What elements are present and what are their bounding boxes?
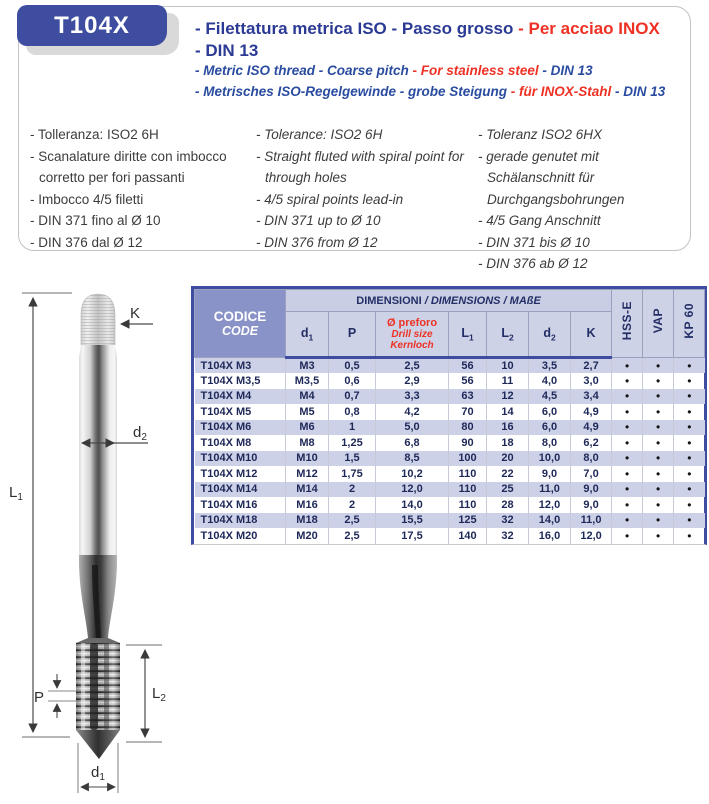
features-english [256,124,478,275]
row-value: 100 [449,451,487,467]
feature-item: - DIN 371 bis Ø 10 [478,234,590,250]
code-header-line2: CODE [221,324,259,338]
row-value: 10 [487,358,529,374]
row-code: T104X M8 [200,436,252,449]
table-row [195,404,705,420]
feature-item: - Straight fluted with spiral point for through holes [256,148,464,185]
row-value: 4,9 [571,404,612,420]
row-value: M18 [286,513,329,529]
feature-item: - 4/5 Gang Anschnitt [478,213,601,228]
title-de-red: - für INOX-Stahl [510,83,612,99]
row-value: M5 [286,404,329,420]
title-de-main: - Metrisches ISO-Regelgewinde - grobe Steigung [195,83,511,99]
grade-dot: • [612,513,643,529]
row-value: 12 [487,389,529,405]
tap-drawing-svg [0,285,190,799]
feature-item: - Tolerance: ISO2 6H [256,127,383,142]
row-value: 11,0 [571,513,612,529]
row-value: 0,7 [329,389,376,405]
column-header-vap: VAP [643,290,674,358]
row-value: 6,8 [376,435,449,451]
grade-dot: • [612,528,643,544]
row-value: 7,0 [571,466,612,482]
product-code-badge [17,5,167,46]
row-value: 32 [487,513,529,529]
column-header-p: P [329,312,376,358]
column-header-l1: $L_1$ [449,312,487,358]
row-value: M3 [286,358,329,374]
dimensions-table-wrap [191,286,707,545]
feature-item: - DIN 371 up to Ø 10 [256,213,381,228]
grade-dot: • [643,435,674,451]
dimensions-table [194,289,705,544]
row-value: 0,6 [329,373,376,389]
row-value: 8,5 [376,451,449,467]
row-value: 9,0 [571,497,612,513]
row-code: T104X M16 [200,498,258,511]
row-value: 1,25 [329,435,376,451]
row-value: 56 [449,358,487,374]
grade-dot: • [643,358,674,374]
feature-item: - DIN 376 dal Ø 12 [30,234,143,250]
row-value: 90 [449,435,487,451]
grade-dot: • [643,389,674,405]
feature-item: - Tolleranza: ISO2 6H [30,127,159,142]
row-value: 1,5 [329,451,376,467]
column-header-hss-e: HSS-E [612,290,643,358]
grade-dot: • [643,513,674,529]
grade-dot: • [674,513,705,529]
row-value: M3,5 [286,373,329,389]
row-value: 0,8 [329,404,376,420]
column-header-drill-size: Ø preforo Drill size Kernloch [376,312,449,358]
dim-label-d1: $d_1$ [91,764,105,783]
row-value: 63 [449,389,487,405]
row-value: M6 [286,420,329,436]
row-code: T104X M3,5 [200,374,261,387]
title-en-red: - For stainless steel [412,63,539,78]
code-header-line1: CODICE [213,309,267,324]
grade-dot: • [612,420,643,436]
grade-dot: • [643,373,674,389]
feature-item: - Imbocco 4/5 filetti [30,191,144,207]
row-value: M10 [286,451,329,467]
row-value: 25 [487,482,529,498]
row-code: T104X M20 [200,529,258,542]
grade-dot: • [674,497,705,513]
title-german [195,82,683,103]
grade-dot: • [674,358,705,374]
grade-dot: • [643,404,674,420]
dims-header-rest: / DIMENSIONS / MAßE [421,294,541,307]
table-row [195,420,705,436]
row-code: T104X M5 [200,405,252,418]
grade-dot: • [643,451,674,467]
title-english [195,61,683,82]
grade-dot: • [643,466,674,482]
tap-body [76,294,120,759]
dim-label-d2: $d_2$ [133,424,147,443]
row-value: M8 [286,435,329,451]
dimension-l1 [22,293,72,737]
grade-dot: • [643,482,674,498]
features-german [478,124,690,275]
row-value: 20 [487,451,529,467]
grade-dot: • [612,482,643,498]
row-value: 8,0 [571,451,612,467]
column-group-dimensions [286,290,612,312]
row-value: 56 [449,373,487,389]
table-row [195,482,705,498]
title-italian [195,18,683,40]
grade-dot: • [612,497,643,513]
dims-header-main: DIMENSIONI [356,294,422,307]
row-value: 16 [487,420,529,436]
dimension-p [48,674,80,718]
feature-item: - DIN 376 from Ø 12 [256,234,378,250]
row-value: 2 [329,497,376,513]
title-it-main: - Filettatura metrica ISO - Passo grosso [195,19,519,38]
title-it-red: - Per acciao INOX [518,19,660,38]
table-row [195,513,705,529]
row-value: 125 [449,513,487,529]
row-code: T104X M14 [200,483,258,496]
table-row [195,497,705,513]
row-value: 14 [487,404,529,420]
row-value: 0,5 [329,358,376,374]
dim-label-l2: $L_2$ [152,685,166,704]
row-value: 18 [487,435,529,451]
row-value: 16,0 [529,528,571,544]
feature-item: - gerade genutet mit Schälanschnitt für Durchgangsbohrungen [478,148,625,207]
table-row [195,528,705,544]
table-row [195,358,705,374]
row-value: M12 [286,466,329,482]
feature-lists [30,124,690,275]
feature-item: - Scanalature diritte con imbocco corretto per fori passanti [30,148,227,185]
table-row [195,435,705,451]
grade-dot: • [674,373,705,389]
intro-panel [18,6,691,271]
row-value: 22 [487,466,529,482]
table-body [195,358,705,544]
row-value: 2,9 [376,373,449,389]
features-italian [30,124,256,275]
row-value: 9,0 [529,466,571,482]
row-value: 28 [487,497,529,513]
row-value: 70 [449,404,487,420]
column-header-k: K [571,312,612,358]
grade-dot: • [612,435,643,451]
row-value: 2 [329,482,376,498]
dim-label-l1: $L_1$ [9,484,23,503]
title-en-main: - Metric ISO thread - Coarse pitch [195,63,413,78]
row-value: 110 [449,466,487,482]
grade-dot: • [612,404,643,420]
row-value: 2,5 [376,358,449,374]
row-value: 14,0 [529,513,571,529]
dim-label-k: K [130,305,141,322]
grade-dot: • [643,420,674,436]
row-value: 4,2 [376,404,449,420]
grade-dot: • [643,497,674,513]
row-code: T104X M10 [200,452,258,465]
row-value: M16 [286,497,329,513]
column-header-code [195,290,286,358]
grade-dot: • [643,528,674,544]
grade-dot: • [674,389,705,405]
row-value: 10,2 [376,466,449,482]
row-value: 2,7 [571,358,612,374]
grade-dot: • [674,482,705,498]
row-value: 4,9 [571,420,612,436]
table-row [195,451,705,467]
feature-item: - 4/5 spiral points lead-in [256,191,404,207]
row-code: T104X M4 [200,390,252,403]
row-code: T104X M12 [200,467,258,480]
row-value: 6,0 [529,404,571,420]
row-value: 12,0 [376,482,449,498]
row-value: 32 [487,528,529,544]
row-value: 15,5 [376,513,449,529]
grade-dot: • [674,451,705,467]
row-code: T104X M3 [200,359,252,372]
title-de-tail: - DIN 13 [611,83,666,99]
grade-dot: • [674,435,705,451]
grade-dot: • [674,420,705,436]
row-value: 8,0 [529,435,571,451]
row-value: 3,5 [529,358,571,374]
row-value: 10,0 [529,451,571,467]
grade-dot: • [612,451,643,467]
row-value: 17,5 [376,528,449,544]
column-header-l2: $L_2$ [487,312,529,358]
grade-dot: • [612,389,643,405]
grade-dot: • [674,466,705,482]
row-value: 2,5 [329,513,376,529]
row-value: 11,0 [529,482,571,498]
row-code: T104X M18 [200,514,258,527]
row-value: 1,75 [329,466,376,482]
tap-technical-drawing [0,285,190,804]
row-value: 3,3 [376,389,449,405]
column-header-d2: $d_2$ [529,312,571,358]
row-value: 14,0 [376,497,449,513]
row-value: 80 [449,420,487,436]
row-value: 1 [329,420,376,436]
row-value: 140 [449,528,487,544]
table-row [195,466,705,482]
grade-dot: • [674,404,705,420]
row-value: 12,0 [571,528,612,544]
feature-item: - DIN 371 fino al Ø 10 [30,213,161,228]
dim-label-p: P [34,689,45,706]
title-din: - DIN 13 [195,40,259,60]
row-value: 110 [449,497,487,513]
row-value: 110 [449,482,487,498]
row-value: 3,0 [571,373,612,389]
row-value: 6,2 [571,435,612,451]
column-header-d1: $d_1$ [286,312,329,358]
grade-dot: • [612,358,643,374]
row-value: 4,5 [529,389,571,405]
grade-dot: • [674,528,705,544]
row-value: 5,0 [376,420,449,436]
row-value: 12,0 [529,497,571,513]
row-value: 3,4 [571,389,612,405]
grade-dot: • [612,466,643,482]
row-value: M14 [286,482,329,498]
row-value: 6,0 [529,420,571,436]
row-value: M4 [286,389,329,405]
row-code: T104X M6 [200,421,252,434]
product-code: T104X [54,11,130,39]
column-header-kp60: KP 60 [674,290,705,358]
title-block [195,18,683,102]
row-value: 11 [487,373,529,389]
table-row [195,373,705,389]
table-row [195,389,705,405]
feature-item: - DIN 376 ab Ø 12 [478,256,588,271]
feature-item: - Toleranz ISO2 6HX [478,127,603,142]
row-value: M20 [286,528,329,544]
row-value: 9,0 [571,482,612,498]
row-value: 4,0 [529,373,571,389]
title-en-tail: - DIN 13 [538,63,593,78]
row-value: 2,5 [329,528,376,544]
grade-dot: • [612,373,643,389]
